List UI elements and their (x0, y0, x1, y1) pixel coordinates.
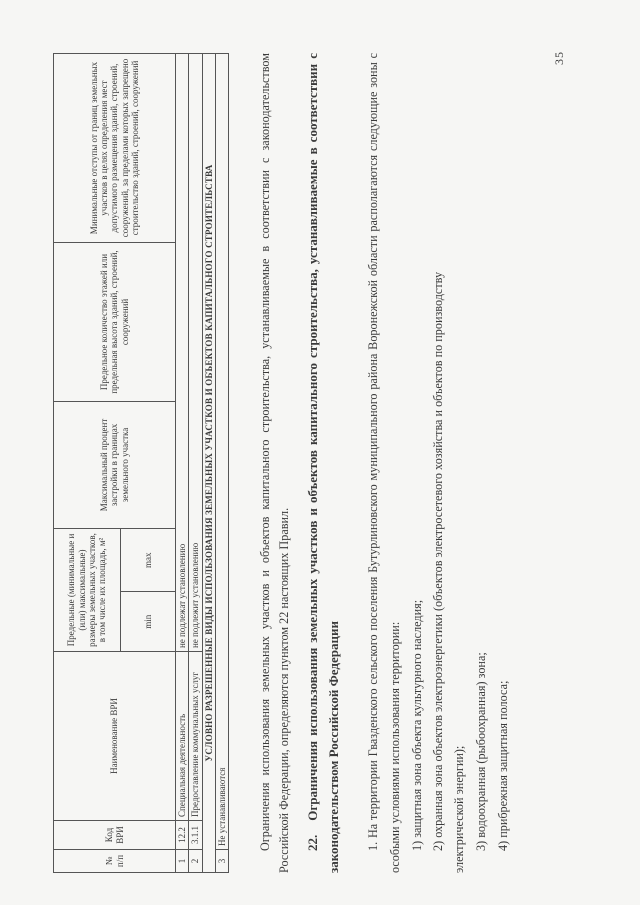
paragraph-zones: 1. На территории Гвазденского сельского поселения Бутурлиновского муниципального района Воронежской области располагаются следующие зоны с особыми условиями использования территории: (366, 53, 402, 873)
cell-number: 2 (189, 850, 202, 873)
header-indents: Минимальные отступы от границ земельных участков в целях определения мест допустимого размещения зданий, строений, сооружений, за пределами которых запрещено строительство зданий, строений, сооружений (54, 54, 176, 243)
rotated-content (40, 20, 610, 885)
header-max: max (121, 529, 176, 592)
table-section-row (202, 54, 215, 873)
cell-limits: не подлежат установлению (176, 54, 189, 652)
page-number: 35 (552, 51, 566, 65)
section-heading-text: Ограничения использования земельных участков и объектов капитального строительства, устанавливаемые в соответствии с законодательством Российской Федерации (305, 53, 341, 873)
vri-table (53, 53, 229, 873)
header-limits: Предельные (минимальные и (или) максимальные) размеры земельных участков, в том числе их площадь, м² (54, 529, 121, 652)
cell-code: 3.1.1 (189, 821, 202, 850)
cell-limits: не подлежит установлению (189, 54, 202, 652)
list-item: 2) охранная зона объектов электроэнергетики (объектов электросетевого хозяйства и объектов по производству (431, 271, 445, 851)
list-item: 3) водоохранная (рыбоохранная) зона; (474, 652, 488, 851)
header-floors: Предельное количество этажей или предельная высота зданий, строений, сооружений (54, 243, 176, 402)
table-row (189, 54, 202, 873)
header-number: № п/п (54, 850, 176, 873)
cell-name: Специальная деятельность (176, 652, 189, 821)
cell-text: Не устанавливаются (216, 54, 229, 850)
table-row (216, 54, 229, 873)
list-item-continuation: электрической энергии); (452, 745, 466, 873)
table-header-row (54, 54, 121, 873)
header-min: min (121, 592, 176, 652)
cell-name: Предоставление коммунальных услуг (189, 652, 202, 821)
cell-number: 3 (216, 850, 229, 873)
section-heading-number: 22. (305, 834, 320, 851)
cell-number: 1 (176, 850, 189, 873)
table-row (176, 54, 189, 873)
section-banner: УСЛОВНО РАЗРЕШЕННЫЕ ВИДЫ ИСПОЛЬЗОВАНИЯ ЗЕМЕЛЬНЫХ УЧАСТКОВ И ОБЪЕКТОВ КАПИТАЛЬНОГО СТРОИТЕЛЬСТВА (202, 54, 215, 873)
paragraph-restrictions: Ограничения использования земельных участков и объектов капитального строительства, устанавливаемые в соответствии с законодательством Российской Федерации, определяются пунктом 22 настоящих Правил. (258, 53, 291, 873)
list-item: 1) защитная зона объекта культурного наследия; (410, 599, 424, 851)
cell-code: 12.2 (176, 821, 189, 850)
header-percent: Максимальный процент застройки в границах земельного участка (54, 402, 176, 529)
list-item: 4) прибрежная защитная полоса; (496, 680, 510, 851)
section-heading (302, 53, 344, 873)
header-name: Наименование ВРИ (54, 652, 176, 821)
header-code: Код ВРИ (54, 821, 176, 850)
